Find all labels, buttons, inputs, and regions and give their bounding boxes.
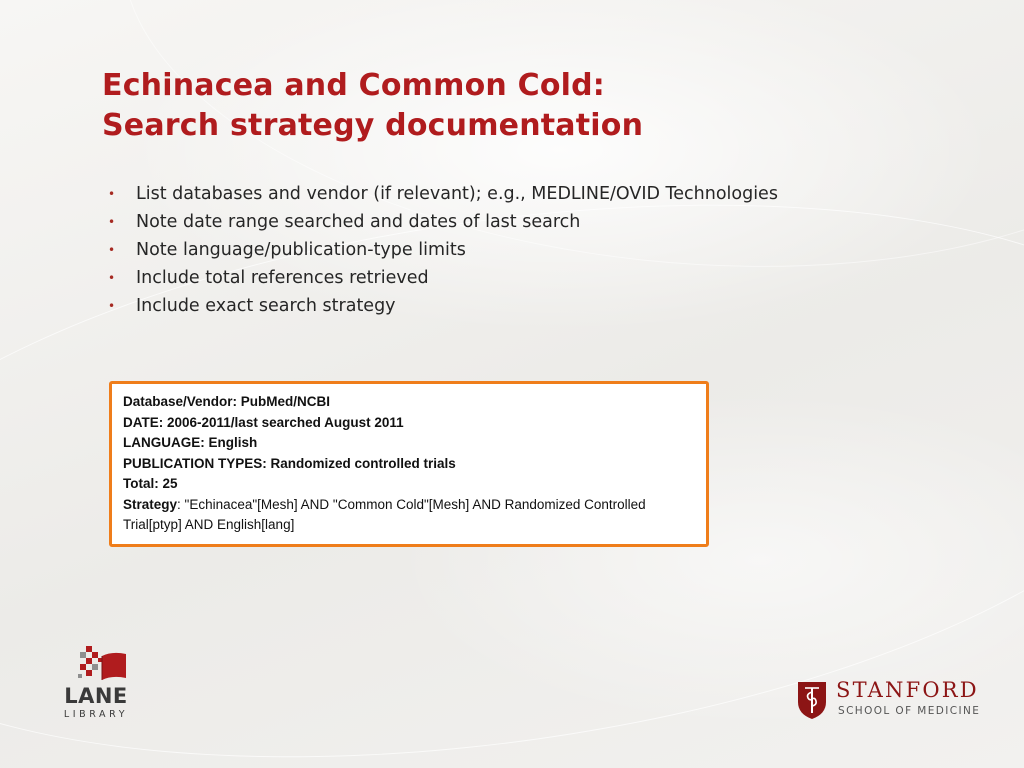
bullet-dot-icon: • [108, 243, 116, 257]
bullet-dot-icon: • [108, 215, 116, 229]
slide-title [102, 66, 922, 146]
strategy-label: Strategy [123, 496, 178, 512]
language-line: LANGUAGE: English [123, 435, 258, 450]
lane-library-logo [58, 646, 134, 724]
slide-title-line-1: Echinacea and Common Cold: [102, 68, 605, 103]
strategy-line [123, 495, 699, 536]
stanford-seal-icon [796, 680, 828, 720]
strategy-text: : "Echinacea"[Mesh] AND "Common Cold"[Mesh] AND Randomized Controlled Trial[ptyp] AND English[lang] [123, 496, 646, 532]
lane-wordmark: LANE [64, 684, 128, 708]
stanford-wordmark: STANFORD [836, 678, 979, 702]
bullet-dot-icon: • [108, 271, 116, 285]
bullet-item [108, 236, 948, 264]
bullet-dot-icon: • [108, 299, 116, 313]
bullet-text: Note language/publication-type limits [136, 240, 466, 260]
school-of-medicine-wordmark: SCHOOL OF MEDICINE [838, 705, 981, 717]
bullet-item [108, 180, 948, 208]
bullet-list [108, 180, 948, 320]
bullet-text: Include total references retrieved [136, 268, 429, 288]
search-strategy-box [109, 381, 709, 547]
library-wordmark: LIBRARY [63, 709, 129, 720]
book-checker-icon [78, 646, 130, 686]
date-range-line: DATE: 2006-2011/last searched August 2011 [123, 414, 404, 430]
bullet-item [108, 264, 948, 292]
slide-title-line-2: Search strategy documentation [102, 108, 644, 143]
bullet-text: Include exact search strategy [136, 296, 396, 316]
bullet-text: List databases and vendor (if relevant); e.g., MEDLINE/OVID Technologies [136, 184, 778, 204]
total-line: Total: 25 [123, 476, 178, 491]
database-vendor-line: Database/Vendor: PubMed/NCBI [123, 394, 331, 409]
publication-types-line: PUBLICATION TYPES: Randomized controlled trials [123, 455, 456, 471]
bullet-item [108, 292, 948, 320]
bullet-text: Note date range searched and dates of last search [136, 212, 581, 232]
bullet-item [108, 208, 948, 236]
bullet-dot-icon: • [108, 187, 116, 201]
stanford-medicine-logo [796, 678, 992, 724]
